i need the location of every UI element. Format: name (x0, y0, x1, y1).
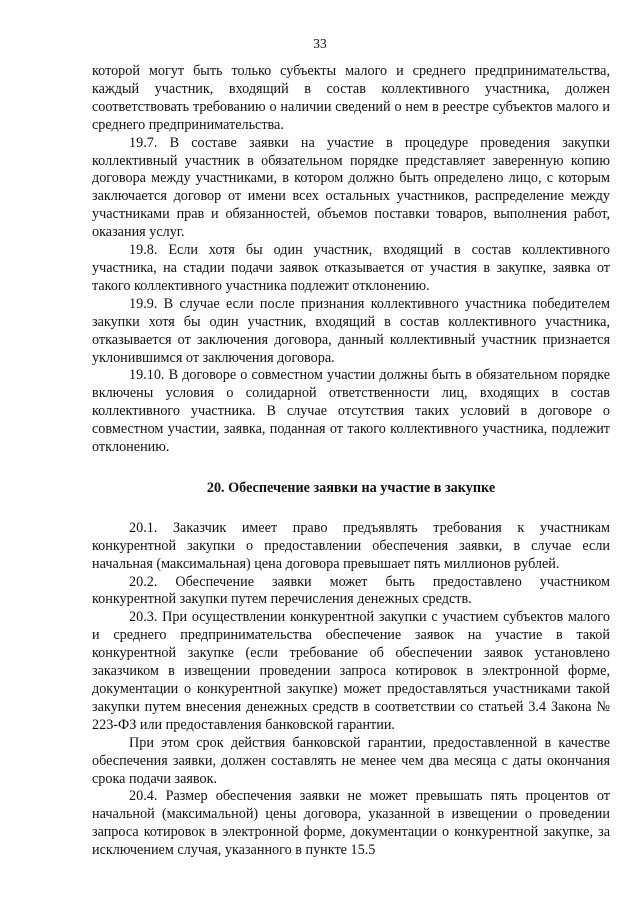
paragraph-19-9: 19.9. В случае если после признания коллективного участника победителем закупки хотя бы один участник, входящий в состав коллективного участника, отказывается от заключения договора, данный коллективный участник признается уклонившимся от заключения договора. (92, 295, 610, 366)
paragraph-19-10: 19.10. В договоре о совместном участии должны быть в обязательном порядке включены условия о солидарной ответственности лиц, входящих в состав коллективного участника. В случае отсутствия таких условий в договоре о совместном участии, заявка, поданная от такого коллективного участника, подлежит отклонению. (92, 367, 610, 456)
paragraph-continuation: которой могут быть только субъекты малого и среднего предпринимательства, каждый участник, входящий в состав коллективного участника, должен соответствовать требованию о наличии сведений о нем в реестре субъектов малого и среднего предпринимательства. (92, 63, 610, 133)
paragraph-20-2: 20.2. Обеспечение заявки может быть предоставлено участником конкурентной закупки путем перечисления денежных средств. (92, 573, 610, 608)
section-heading: 20. Обеспечение заявки на участие в закупке (206, 479, 496, 496)
paragraph-20-1: 20.1. Заказчик имеет право предъявлять требования к участникам конкурентной закупки о предоставлении обеспечения заявки, в случае если начальная (максимальная) цена договора превышает пять миллионов рублей. (92, 519, 610, 572)
page-number: 33 (313, 36, 327, 51)
paragraph-19-7: 19.7. В составе заявки на участие в процедуре проведения закупки коллективный участник в обязательном порядке представляет заверенную копию договора между участниками, в котором должно быть определено лицо, с которым заключается договор от имени всех остальных участников, распределение между участниками прав и обязанностей, объемов поставки товаров, выполнения работ, оказания услуг. (92, 134, 610, 241)
paragraph-20-3: 20.3. При осуществлении конкурентной закупки с участием субъектов малого и среднего предпринимательства обеспечение заявок на участие в такой конкурентной закупке (если требование об обеспечении заявок установлено заказчиком в извещении проведении запроса котировок в электронной форме, документации о конкурентной закупке) может предоставляться участниками такой закупки путем внесения денежных средств в соответствии со статьей 3.4 Закона № 223-ФЗ или предоставления банковской гарантии. (92, 609, 610, 733)
paragraph-20-3-guarantee-term: При этом срок действия банковской гарантии, предоставленной в качестве обеспечения заявки, должен составлять не менее чем два месяца с даты окончания срока подачи заявок. (92, 734, 610, 787)
page-body (92, 63, 610, 860)
paragraph-19-8: 19.8. Если хотя бы один участник, входящий в состав коллективного участника, на стадии подачи заявок отказывается от участия в закупке, заявка от такого коллективного участника подлежит отклонению. (92, 242, 610, 294)
paragraph-20-4: 20.4. Размер обеспечения заявки не может превышать пять процентов от начальной (максимальной) цены договора, указанной в извещении о проведении запроса котировок в электронной форме, документации о конкурентной закупке, за исключением случая, указанного в пункте 15.5 (92, 788, 610, 859)
